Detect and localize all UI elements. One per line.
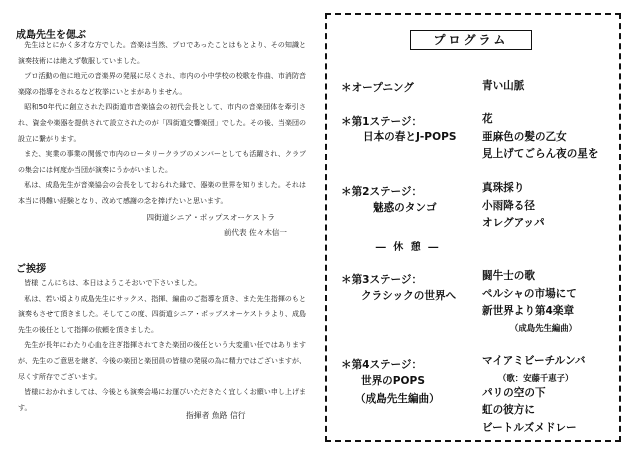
stage2-sub: 魅惑のタンゴ (373, 202, 437, 214)
greeting-paragraph: 私は、若い頃より成島先生にサックス、指揮、編曲のご指導を頂き、また先生指揮のもと演奏もさせて頂きました。そしてこの度、四街道シニア・ポップスオーケストラより、成島先生の後任として指揮の依頼を頂きました。 (18, 294, 306, 334)
piece: パリの空の下 (482, 386, 546, 399)
greeting-signer: 指揮者 魚路 信行 (186, 411, 246, 420)
stage3-label: ＊第3ステージ： (341, 274, 423, 286)
tribute-paragraph: 私は、成島先生が音楽協会の会長をしておられた縁で、器楽の世界を知りました。それは本当に得難い経験となり、改めて感謝の念を捧げたいと思います。 (18, 181, 306, 205)
piece: オレグアッパ (482, 217, 545, 229)
stage1 (341, 114, 456, 146)
greeting-paragraph: 先生が長年にわたり心血を注ぎ指揮されてきた楽団の後任という大変重い任ではありますが、先生のご意思を継ぎ、今後の楽団と楽団員の皆様の発展の為に精力ではございますが、尽くす所存でございます。 (18, 341, 306, 381)
piece: 真珠採り (482, 182, 525, 194)
stage2-label: ＊第2ステージ： (341, 186, 423, 198)
tribute-paragraph: 昭和50年代に創立された四街道市音楽協会の初代会長として、市内の音楽団体を牽引され、資金や楽器を提供されて設立されたのが「四街道交響楽団」でした。その後、当楽団の設立に繋がります。 (18, 103, 306, 143)
stage1-sub: 日本の春とJ-POPS (363, 131, 457, 143)
greeting-title: ご挨拶 (16, 264, 46, 275)
piece: 闘牛士の歌 (482, 270, 535, 282)
stage3-sub: クラシックの世界へ (361, 290, 457, 302)
stage2-pieces (482, 180, 545, 233)
piece: 花 (482, 113, 493, 125)
piece: 亜麻色の髪の乙女 (482, 130, 567, 143)
tribute-org: 四街道シニア・ポップスオーケストラ (146, 213, 275, 222)
program-title: プログラム (410, 30, 532, 50)
tribute-paragraph: 先生はとにかく多才な方でした。音楽は当然、プロであったことはもとより、その知識と演奏技術には絶えず敬服していました。 (18, 41, 306, 65)
stage4-label: ＊第4ステージ： (341, 359, 423, 371)
tribute-body (18, 38, 306, 210)
stage4-sub2: （成島先生編曲） (355, 393, 440, 405)
opening-piece: 青い山脈 (482, 80, 525, 92)
piece: ビートルズメドレー (482, 421, 577, 434)
intermission: ― 休 憩 ― (375, 242, 441, 253)
stage2 (341, 184, 437, 218)
stage3 (341, 272, 456, 306)
tribute-title: 成島先生を偲ぶ (16, 30, 86, 41)
greeting-paragraph: 皆様におかれましては、今後とも演奏会場にお運びいただきたく宜しくお願い申し上げます。 (18, 388, 306, 412)
piece: マイアミビーチルンバ (482, 355, 586, 367)
stage1-pieces (482, 111, 599, 164)
piece: 見上げてごらん夜の星を (482, 148, 599, 160)
piece: 虹の彼方に (482, 404, 535, 416)
piece: ペルシャの市場にて (482, 287, 577, 300)
piece: 新世界より第4楽章 (482, 305, 575, 317)
stage4-sub: 世界のPOPS (361, 375, 425, 387)
opening-label: ＊オープニング (341, 82, 414, 94)
stage3-pieces (482, 268, 577, 335)
stage3-note: （成島先生編曲） (510, 322, 577, 333)
tribute-paragraph: プロ活動の他に地元の音楽界の発展に尽くされ、市内の小中学校の校歌を作曲、市消防音楽隊の指導をされるなど枚挙にいとまがありません。 (18, 72, 306, 96)
stage1-label: ＊第1ステージ： (341, 116, 423, 128)
stage4-note: （歌：安藤千恵子） (498, 372, 574, 383)
greeting-paragraph: 皆様 こんにちは、本日はようこそおいで下さいました。 (24, 279, 202, 287)
piece: 小雨降る径 (482, 199, 535, 212)
stage4-pieces (482, 353, 585, 437)
tribute-signer: 前代表 佐々木信一 (223, 228, 287, 237)
greeting-body (18, 276, 306, 416)
tribute-paragraph: また、実業の事業の関係で市内のロータリークラブのメンバーとしても活躍され、クラブの集会には何度か当団が演奏にうかがいました。 (18, 150, 306, 174)
stage4 (341, 357, 440, 408)
left-panel (0, 0, 315, 452)
